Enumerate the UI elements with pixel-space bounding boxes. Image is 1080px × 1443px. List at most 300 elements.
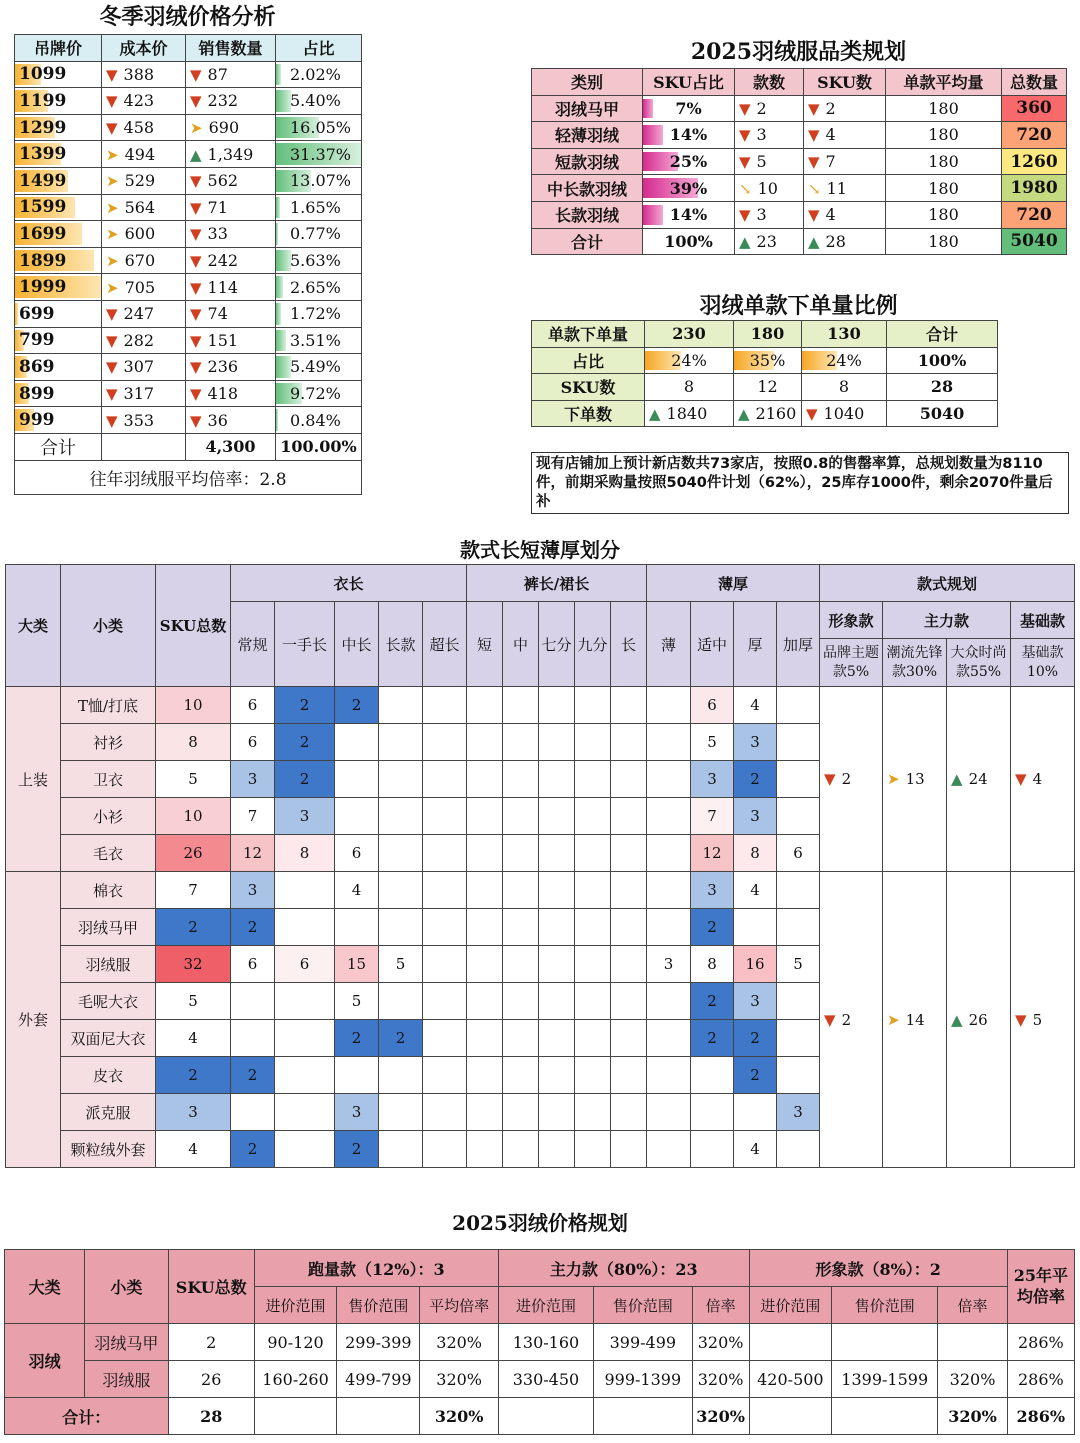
thick-cell: 3 <box>734 798 777 835</box>
h-category: 大类 <box>5 1250 85 1324</box>
pants-cell <box>539 1057 575 1094</box>
thick-cell <box>647 835 691 872</box>
plan-value: 4 <box>1032 770 1043 788</box>
h-pants-col: 九分 <box>575 602 611 687</box>
cost-cell <box>102 380 186 407</box>
h-pants-col: 中 <box>503 602 539 687</box>
down-arrow-icon: ▼ <box>106 411 118 430</box>
style-split-table <box>5 564 1075 1168</box>
avg-rate-cell: 286% <box>1007 1324 1074 1361</box>
share-value: 5.49% <box>290 357 341 377</box>
order-header: 单款下单量 <box>532 321 645 348</box>
total-sku: 28 <box>168 1398 254 1435</box>
cost-cell <box>102 407 186 434</box>
length-cell <box>379 724 423 761</box>
price-plan-row <box>5 1361 1075 1398</box>
thick-cell: 3 <box>734 983 777 1020</box>
tag-price: 999 <box>19 410 55 431</box>
price-cell: 130-160 <box>498 1324 593 1361</box>
tag-price-cell <box>15 380 102 407</box>
length-cell <box>379 798 423 835</box>
total-rate: 320% <box>420 1398 498 1435</box>
price-cell: 320% <box>420 1361 498 1398</box>
down-arrow-icon: ▼ <box>106 358 118 377</box>
category-name: 短款羽绒 <box>532 148 643 175</box>
right-arrow-icon: ➤ <box>887 1010 900 1029</box>
plan-value: 24 <box>968 770 988 788</box>
tag-price: 869 <box>19 356 55 377</box>
pants-cell <box>611 909 647 946</box>
plan-value: 26 <box>968 1010 988 1029</box>
price-analysis-title: 冬季羽绒价格分析 <box>99 4 276 30</box>
length-cell: 2 <box>231 1057 275 1094</box>
plan-note: 现有店铺加上预计新店数共73家店，按照0.8的售罄率算，总规划数量为8110件，前期采购量按照5040件计划（62%），25库存1000件，剩余2070件量后补 <box>531 452 1069 514</box>
subcategory-cell: 毛呢大衣 <box>61 983 156 1020</box>
price-row <box>15 167 362 194</box>
plan-value: 2 <box>841 770 852 788</box>
styles-cell <box>735 95 804 122</box>
total-rate <box>594 1398 692 1435</box>
sku-share-cell <box>643 201 735 228</box>
plan-cell <box>883 687 947 872</box>
h-price-sub: 倍率 <box>938 1287 1007 1324</box>
sku-total-cell: 5 <box>156 761 231 798</box>
thick-cell: 2 <box>734 761 777 798</box>
thick-cell: 8 <box>691 946 734 983</box>
sku-total-cell: 3 <box>156 1094 231 1131</box>
share-cell <box>276 247 362 274</box>
pants-cell <box>575 724 611 761</box>
pants-cell <box>503 1020 539 1057</box>
avg-qty: 180 <box>886 175 1002 202</box>
total-rate <box>337 1398 420 1435</box>
thick-cell: 3 <box>691 761 734 798</box>
h-price-sub: 进价范围 <box>498 1287 593 1324</box>
cost-value: 494 <box>124 144 156 164</box>
qty-value: 232 <box>207 91 239 111</box>
qty-cell <box>186 221 276 248</box>
length-cell <box>335 724 379 761</box>
order-header: 130 <box>802 321 887 348</box>
sku-total-cell: 2 <box>156 1057 231 1094</box>
price-row <box>15 300 362 327</box>
down-arrow-icon: ▼ <box>190 225 202 244</box>
pants-cell <box>575 909 611 946</box>
share-cell <box>276 274 362 301</box>
pants-cell <box>575 946 611 983</box>
tag-price-cell <box>15 221 102 248</box>
share-value: 5.40% <box>290 91 341 111</box>
price-analysis-header: 吊牌价 <box>15 35 102 62</box>
sku-total-cell: 7 <box>156 872 231 909</box>
pants-cell <box>575 687 611 724</box>
total-label: 合计： <box>5 1398 169 1435</box>
cost-value: 423 <box>123 91 155 111</box>
tag-price-cell <box>15 327 102 354</box>
price-cell: 320% <box>692 1361 749 1398</box>
subcategory-cell: 颗粒绒外套 <box>61 1131 156 1168</box>
thick-cell <box>647 1020 691 1057</box>
thick-cell: 8 <box>734 835 777 872</box>
pants-cell <box>467 1020 503 1057</box>
order-count-cell <box>734 400 802 427</box>
down-arrow-icon: ▼ <box>808 99 820 118</box>
total-rate: 320% <box>692 1398 749 1435</box>
pants-cell <box>575 983 611 1020</box>
order-header: 合计 <box>887 321 998 348</box>
thick-cell <box>777 761 820 798</box>
thick-cell: 3 <box>734 724 777 761</box>
cost-cell <box>102 61 186 88</box>
share-bar <box>276 223 278 245</box>
tag-price: 1499 <box>19 170 67 191</box>
order-header-row <box>532 321 998 348</box>
cost-value: 282 <box>123 330 155 350</box>
pants-cell <box>611 1020 647 1057</box>
sku-cell <box>804 228 886 255</box>
h-length-col: 超长 <box>423 602 467 687</box>
qty-cell <box>186 300 276 327</box>
order-share-cell <box>734 347 802 374</box>
length-cell <box>379 1057 423 1094</box>
thick-cell <box>691 1094 734 1131</box>
length-cell <box>335 761 379 798</box>
h-length-col: 常规 <box>231 602 275 687</box>
length-cell: 3 <box>231 872 275 909</box>
down-arrow-icon: ▼ <box>739 126 751 145</box>
qty-value: 36 <box>207 410 228 430</box>
thick-cell: 2 <box>691 983 734 1020</box>
pants-cell <box>503 798 539 835</box>
sku-share-cell <box>643 228 735 255</box>
length-cell: 12 <box>231 835 275 872</box>
length-cell <box>275 1057 335 1094</box>
cost-value: 307 <box>123 357 155 377</box>
thick-cell <box>647 687 691 724</box>
down-arrow-icon: ▼ <box>1015 1010 1027 1029</box>
qty-value: 690 <box>208 118 240 138</box>
share-value: 2.02% <box>290 64 341 84</box>
pants-cell <box>503 724 539 761</box>
pants-cell <box>467 1094 503 1131</box>
right-arrow-icon: ➤ <box>887 770 900 788</box>
price-cell: 90-120 <box>254 1324 336 1361</box>
price-analysis-header: 销售数量 <box>186 35 276 62</box>
category-header-row <box>532 69 1067 96</box>
down-arrow-icon: ▼ <box>739 99 751 118</box>
length-cell <box>423 946 467 983</box>
category-total-row <box>532 228 1067 255</box>
length-cell <box>423 761 467 798</box>
tag-price-cell <box>15 194 102 221</box>
price-analysis-header: 占比 <box>276 35 362 62</box>
pants-cell <box>539 798 575 835</box>
pants-cell <box>503 983 539 1020</box>
share-bar <box>276 409 278 431</box>
thick-cell: 6 <box>777 835 820 872</box>
pants-cell <box>467 724 503 761</box>
plan-cell <box>820 872 883 1168</box>
h-category: 大类 <box>6 565 61 687</box>
pants-cell <box>503 946 539 983</box>
plan-cell <box>947 872 1011 1168</box>
tag-price-cell <box>15 407 102 434</box>
order-header: 180 <box>734 321 802 348</box>
share-value: 9.72% <box>290 384 341 404</box>
h-plan-col: 品牌主题款5% <box>820 639 883 687</box>
category-row <box>532 148 1067 175</box>
price-row <box>15 61 362 88</box>
pants-cell <box>539 1094 575 1131</box>
length-cell: 3 <box>275 798 335 835</box>
length-cell <box>335 1057 379 1094</box>
subcategory-cell: 羽绒服 <box>85 1361 168 1398</box>
thick-cell <box>777 872 820 909</box>
length-cell: 6 <box>231 687 275 724</box>
h-plan-group: 形象款 <box>820 602 883 639</box>
tag-price-cell <box>15 141 102 168</box>
length-cell <box>423 798 467 835</box>
down-arrow-icon: ▼ <box>190 305 202 324</box>
down-arrow-icon: ▼ <box>106 92 118 111</box>
share-value: 0.77% <box>290 224 341 244</box>
price-analysis-header-row <box>15 35 362 62</box>
down-arrow-icon: ▼ <box>190 172 202 191</box>
pants-cell <box>575 798 611 835</box>
category-name: 长款羽绒 <box>532 201 643 228</box>
length-cell <box>231 1094 275 1131</box>
subcategory-cell: 派克服 <box>61 1094 156 1131</box>
length-cell <box>423 835 467 872</box>
pants-cell <box>611 946 647 983</box>
length-cell: 4 <box>335 872 379 909</box>
length-cell: 5 <box>379 946 423 983</box>
category-row <box>532 95 1067 122</box>
h-plan-col: 基础款10% <box>1011 639 1075 687</box>
cost-value: 670 <box>124 251 156 271</box>
subcategory-cell: 毛衣 <box>61 835 156 872</box>
pants-cell <box>611 1094 647 1131</box>
tag-price-bar <box>15 303 18 325</box>
pants-cell <box>539 761 575 798</box>
share-cell <box>276 141 362 168</box>
length-cell <box>379 909 423 946</box>
pants-cell <box>539 909 575 946</box>
h-price-sub: 进价范围 <box>749 1287 831 1324</box>
order-share-value: 35% <box>749 350 786 370</box>
pants-cell <box>611 983 647 1020</box>
price-cell: 399-499 <box>594 1324 692 1361</box>
length-cell: 6 <box>335 835 379 872</box>
total-avg-rate: 286% <box>1007 1398 1074 1435</box>
thick-cell <box>647 1131 691 1168</box>
sku-total-cell: 8 <box>156 724 231 761</box>
plan-value: 2 <box>841 1010 852 1029</box>
share-cell <box>276 114 362 141</box>
down-arrow-icon: ▼ <box>808 126 820 145</box>
category-cell: 羽绒 <box>5 1324 85 1398</box>
right-arrow-icon: ➤ <box>106 198 119 217</box>
up-arrow-icon: ▲ <box>649 405 661 424</box>
share-cell <box>276 61 362 88</box>
thick-cell: 2 <box>734 1057 777 1094</box>
sku-share-cell <box>643 122 735 149</box>
length-cell <box>231 983 275 1020</box>
pants-cell <box>611 1131 647 1168</box>
down-arrow-icon: ▼ <box>190 92 202 111</box>
h-price-group: 跑量款（12%）：3 <box>254 1250 498 1287</box>
share-label: 占比 <box>532 347 645 374</box>
order-share-value: 24% <box>671 350 707 370</box>
qty-value: 1,349 <box>207 144 254 164</box>
h-pants-col: 短 <box>467 602 503 687</box>
pants-cell <box>611 798 647 835</box>
qty-cell <box>186 88 276 115</box>
h-length: 衣长 <box>231 565 467 602</box>
style-header-row-1 <box>6 565 1075 602</box>
length-cell <box>379 761 423 798</box>
subcategory-cell: 双面尼大衣 <box>61 1020 156 1057</box>
price-cell: 320% <box>938 1361 1007 1398</box>
share-cell <box>276 300 362 327</box>
sku-value: 2 <box>825 98 836 118</box>
total-label: 合计 <box>15 433 102 460</box>
h-price-sub: 售价范围 <box>337 1287 420 1324</box>
price-row <box>15 221 362 248</box>
thick-cell: 2 <box>734 1020 777 1057</box>
category-name: 羽绒马甲 <box>532 95 643 122</box>
tag-price: 699 <box>19 303 55 324</box>
price-row <box>15 327 362 354</box>
up-arrow-icon: ▲ <box>951 1010 963 1029</box>
category-row <box>532 122 1067 149</box>
cost-cell <box>102 274 186 301</box>
order-header: 230 <box>645 321 734 348</box>
price-cell: 499-799 <box>337 1361 420 1398</box>
sku-total-cell: 4 <box>156 1131 231 1168</box>
tag-price: 1599 <box>19 197 67 218</box>
price-plan-total-row <box>5 1398 1075 1435</box>
share-value: 1.65% <box>290 197 341 217</box>
sku-share-value: 39% <box>669 178 708 198</box>
thick-cell: 12 <box>691 835 734 872</box>
style-row <box>6 872 1075 909</box>
price-cell: 299-399 <box>337 1324 420 1361</box>
avg-qty: 180 <box>886 122 1002 149</box>
pants-cell <box>539 983 575 1020</box>
pants-cell <box>503 872 539 909</box>
avg-qty: 180 <box>886 95 1002 122</box>
footnote: 往年羽绒服平均倍率：2.8 <box>15 460 362 494</box>
pants-cell <box>503 1131 539 1168</box>
h-thickness: 薄厚 <box>647 565 820 602</box>
cost-value: 353 <box>123 410 155 430</box>
down-arrow-icon: ▼ <box>106 385 118 404</box>
thick-cell <box>647 1057 691 1094</box>
thick-cell <box>647 872 691 909</box>
sku-value: 7 <box>825 152 836 172</box>
order-sku-row <box>532 374 998 401</box>
qty-cell <box>186 274 276 301</box>
styles-cell <box>735 122 804 149</box>
styles-cell <box>735 175 804 202</box>
plan-cell <box>820 687 883 872</box>
category-row <box>532 201 1067 228</box>
cost-cell <box>102 354 186 381</box>
thick-cell <box>777 798 820 835</box>
cost-cell <box>102 194 186 221</box>
price-cell <box>938 1324 1007 1361</box>
subcategory-cell: 羽绒马甲 <box>61 909 156 946</box>
pants-cell <box>575 1020 611 1057</box>
plan-cell <box>883 872 947 1168</box>
footnote-row <box>15 460 362 494</box>
category-plan-title: 2025羽绒服品类规划 <box>690 39 907 65</box>
styles-value: 5 <box>756 152 767 172</box>
avg-qty: 180 <box>886 148 1002 175</box>
length-cell: 15 <box>335 946 379 983</box>
tag-price: 1099 <box>19 64 67 85</box>
order-count-value: 1840 <box>666 404 708 424</box>
qty-cell <box>186 141 276 168</box>
sku-cell <box>804 148 886 175</box>
up-arrow-icon: ▲ <box>739 232 751 251</box>
tag-price-cell <box>15 167 102 194</box>
share-total: 100% <box>887 347 998 374</box>
price-row <box>15 354 362 381</box>
orders-label: 下单数 <box>532 400 645 427</box>
price-row <box>15 88 362 115</box>
qty-value: 114 <box>207 277 239 297</box>
right-arrow-icon: ➤ <box>106 278 119 297</box>
sku-total-cell: 4 <box>156 1020 231 1057</box>
thick-cell <box>647 909 691 946</box>
price-cell: 999-1399 <box>594 1361 692 1398</box>
category-name: 轻薄羽绒 <box>532 122 643 149</box>
sku-total: 28 <box>887 374 998 401</box>
sku-total-cell: 26 <box>156 835 231 872</box>
thick-cell <box>734 909 777 946</box>
h-style-plan: 款式规划 <box>820 565 1075 602</box>
cost-value: 600 <box>124 224 156 244</box>
sku-cell <box>804 95 886 122</box>
sku-value: 11 <box>826 178 847 198</box>
sku-total-cell: 2 <box>156 909 231 946</box>
down-arrow-icon: ▼ <box>190 385 202 404</box>
total-qty: 1260 <box>1002 148 1067 175</box>
sku-label: SKU数 <box>532 374 645 401</box>
sku-cell <box>804 175 886 202</box>
pants-cell <box>575 1131 611 1168</box>
pants-cell <box>467 983 503 1020</box>
avg-rate-cell: 286% <box>1007 1361 1074 1398</box>
down-arrow-icon: ▼ <box>106 65 118 84</box>
length-cell <box>275 1020 335 1057</box>
length-cell: 2 <box>335 687 379 724</box>
length-cell <box>423 1094 467 1131</box>
plan-cell <box>947 687 1011 872</box>
styles-value: 2 <box>756 98 767 118</box>
right-arrow-icon: ➤ <box>106 172 119 191</box>
share-value: 2.65% <box>290 277 341 297</box>
tag-price-cell <box>15 88 102 115</box>
total-cost <box>102 433 186 460</box>
pants-cell <box>467 1131 503 1168</box>
length-cell <box>423 983 467 1020</box>
length-cell: 7 <box>231 798 275 835</box>
order-sku-value: 8 <box>645 374 734 401</box>
thick-cell: 3 <box>777 1094 820 1131</box>
